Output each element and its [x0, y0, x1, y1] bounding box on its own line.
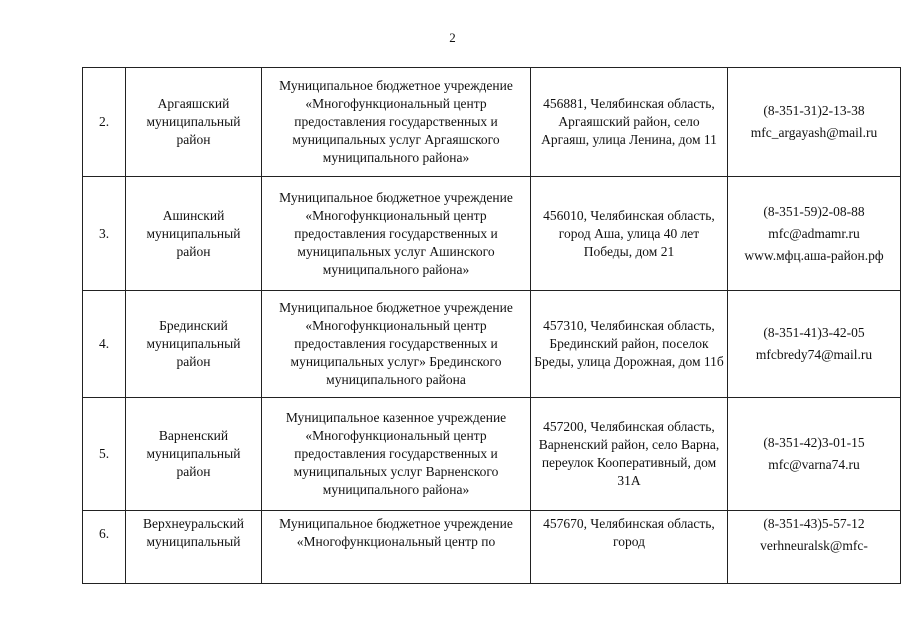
organization-name: Муниципальное бюджетное учреждение «Многофункциональный центр предоставления государственных и муниципальных услуг Аргаяшского муниципального района» — [262, 68, 531, 177]
phone: (8-351-41)3-42-05 — [763, 325, 865, 340]
address: 456010, Челябинская область, город Аша, улица 40 лет Победы, дом 21 — [531, 177, 728, 291]
district-name: Ашинский муниципальный район — [126, 177, 262, 291]
table-row — [83, 398, 901, 511]
table-row — [83, 68, 901, 177]
contacts-cell — [728, 68, 901, 177]
organization-name: Муниципальное бюджетное учреждение «Многофункциональный центр предоставления государственных и муниципальных услуг» Брединского муниципального района — [262, 291, 531, 398]
mfc-registry-table — [82, 67, 901, 584]
organization-name: Муниципальное бюджетное учреждение «Многофункциональный центр по — [262, 511, 531, 584]
district-name: Аргаяшский муниципальный район — [126, 68, 262, 177]
contacts-cell — [728, 291, 901, 398]
contacts-cell — [728, 398, 901, 511]
address: 457310, Челябинская область, Брединский район, поселок Бреды, улица Дорожная, дом 11б — [531, 291, 728, 398]
row-number: 4. — [83, 291, 126, 398]
phone: (8-351-59)2-08-88 — [763, 203, 865, 219]
row-number: 5. — [83, 398, 126, 511]
contacts-cell — [728, 177, 901, 291]
email: mfcbredy74@mail.ru — [755, 347, 873, 362]
phone: (8-351-43)5-57-12 — [763, 516, 865, 531]
table-row — [83, 177, 901, 291]
organization-name: Муниципальное казенное учреждение «Многофункциональный центр предоставления государственных и муниципальных услуг Варненского муниципального района» — [262, 398, 531, 511]
row-number: 6. — [83, 511, 126, 584]
email: mfc@varna74.ru — [768, 457, 860, 472]
district-name: Верхнеуральский муниципальный — [126, 511, 262, 584]
table-row — [83, 291, 901, 398]
address: 457200, Челябинская область, Варненский район, село Варна, переулок Кооперативный, дом 31А — [531, 398, 728, 511]
row-number: 3. — [83, 177, 126, 291]
page-number: 2 — [449, 30, 456, 45]
email: mfc_argayash@mail.ru — [750, 125, 878, 140]
district-name: Брединский муниципальный район — [126, 291, 262, 398]
contacts-cell — [728, 511, 901, 584]
district-name: Варненский муниципальный район — [126, 398, 262, 511]
email: verhneuralsk@mfc- — [760, 538, 868, 553]
table-row — [83, 511, 901, 584]
phone: (8-351-31)2-13-38 — [763, 103, 865, 118]
row-number: 2. — [83, 68, 126, 177]
email: mfc@admamr.ru — [768, 225, 860, 241]
website: www.мфц.аша-район.рф — [744, 247, 884, 263]
phone: (8-351-42)3-01-15 — [763, 435, 865, 450]
address: 456881, Челябинская область, Аргаяшский район, село Аргаяш, улица Ленина, дом 11 — [531, 68, 728, 177]
organization-name: Муниципальное бюджетное учреждение «Многофункциональный центр предоставления государственных и муниципальных услуг Ашинского муниципального района» — [262, 177, 531, 291]
address: 457670, Челябинская область, город — [531, 511, 728, 584]
